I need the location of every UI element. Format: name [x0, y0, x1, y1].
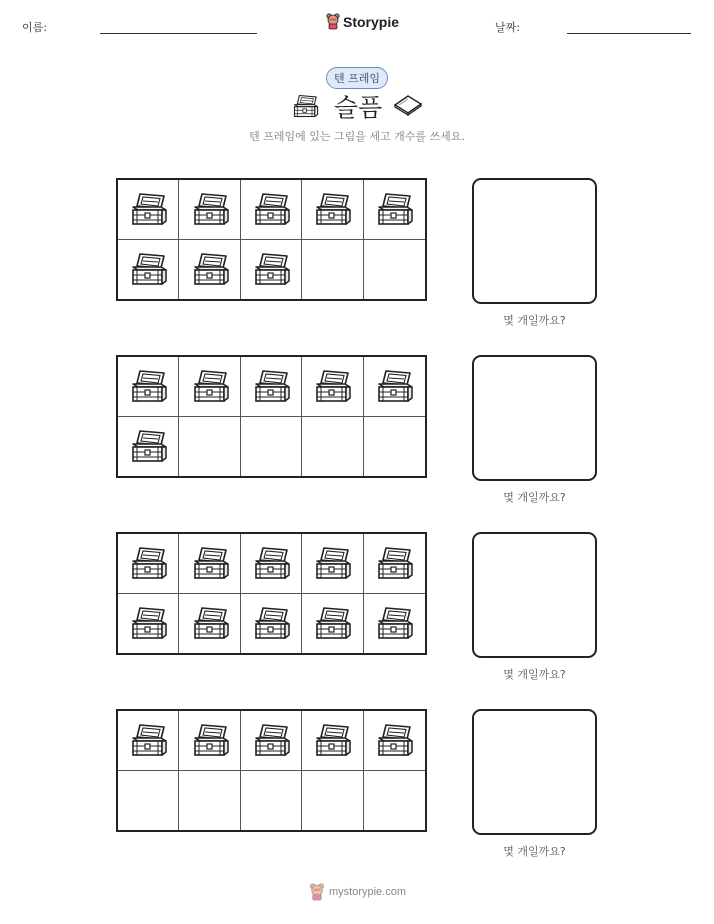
ten-frame-cell-empty — [118, 771, 179, 831]
treasure-chest-icon — [128, 722, 168, 758]
footer — [309, 883, 406, 901]
ten-frame-cell-filled — [302, 594, 363, 654]
treasure-chest-icon — [374, 191, 414, 227]
treasure-chest-icon — [251, 545, 291, 581]
brand-name: Storypie — [343, 13, 400, 30]
treasure-chest-icon — [312, 545, 352, 581]
ten-frame-cell-filled — [364, 180, 425, 240]
answer-box-3[interactable] — [472, 532, 597, 658]
ten-frame-cell-filled — [302, 711, 363, 771]
ten-frame-cell-filled — [179, 240, 240, 300]
treasure-chest-icon — [251, 368, 291, 404]
ten-frame-3 — [116, 532, 427, 655]
ten-frame-cell-filled — [364, 594, 425, 654]
treasure-chest-icon — [312, 605, 352, 641]
ten-frame-cell-filled — [241, 240, 302, 300]
ten-frame-cell-filled — [179, 180, 240, 240]
ten-frame-cell-filled — [241, 711, 302, 771]
treasure-chest-icon — [190, 368, 230, 404]
answer-box-1[interactable] — [472, 178, 597, 304]
book-icon — [393, 94, 423, 116]
answer-box-4[interactable] — [472, 709, 597, 835]
ten-frame-cell-empty — [364, 240, 425, 300]
bear-mascot-icon — [309, 883, 325, 901]
ten-frame-cell-filled — [302, 180, 363, 240]
treasure-chest-icon — [312, 368, 352, 404]
ten-frame-2 — [116, 355, 427, 478]
ten-frame-cell-filled — [179, 711, 240, 771]
ten-frame-cell-filled — [241, 534, 302, 594]
ten-frame-cell-filled — [302, 534, 363, 594]
treasure-chest-icon — [374, 722, 414, 758]
ten-frame-cell-empty — [364, 417, 425, 477]
question-text-2: 몇 개일까요? — [503, 491, 566, 504]
ten-frame-cell-filled — [179, 534, 240, 594]
treasure-chest-icon — [128, 191, 168, 227]
ten-frame-cell-empty — [179, 771, 240, 831]
footer-url[interactable]: mystorypie.com — [329, 886, 407, 898]
ten-frame-cell-filled — [179, 594, 240, 654]
instruction-text: 텐 프레임에 있는 그림을 세고 개수를 쓰세요. — [249, 130, 465, 143]
treasure-chest-icon — [190, 722, 230, 758]
ten-frame-cell-filled — [241, 180, 302, 240]
treasure-chest-icon — [190, 251, 230, 287]
name-label: 이름: — [22, 21, 47, 34]
ten-frame-1 — [116, 178, 427, 301]
ten-frame-cell-empty — [302, 417, 363, 477]
treasure-chest-icon — [251, 605, 291, 641]
ten-frame-cell-filled — [118, 711, 179, 771]
ten-frame-grid — [116, 178, 427, 301]
treasure-chest-icon — [291, 93, 319, 119]
ten-frame-cell-filled — [302, 357, 363, 417]
treasure-chest-icon — [251, 251, 291, 287]
ten-frame-cell-empty — [302, 240, 363, 300]
treasure-chest-icon — [128, 545, 168, 581]
ten-frame-cell-filled — [241, 357, 302, 417]
topic-badge: 텐 프레임 — [326, 67, 388, 89]
question-text-4: 몇 개일까요? — [503, 845, 566, 858]
ten-frame-cell-filled — [118, 534, 179, 594]
ten-frame-grid — [116, 532, 427, 655]
brand-logo — [326, 13, 399, 30]
treasure-chest-icon — [251, 191, 291, 227]
ten-frame-4 — [116, 709, 427, 832]
date-label: 날짜: — [495, 21, 520, 34]
treasure-chest-icon — [374, 605, 414, 641]
ten-frame-cell-filled — [364, 534, 425, 594]
answer-box-2[interactable] — [472, 355, 597, 481]
ten-frame-cell-empty — [241, 771, 302, 831]
ten-frame-cell-empty — [241, 417, 302, 477]
treasure-chest-icon — [312, 191, 352, 227]
date-line[interactable] — [567, 33, 691, 34]
treasure-chest-icon — [312, 722, 352, 758]
name-line[interactable] — [100, 33, 257, 34]
ten-frame-cell-filled — [118, 240, 179, 300]
ten-frame-grid — [116, 709, 427, 832]
ten-frame-cell-filled — [364, 711, 425, 771]
ten-frame-cell-filled — [118, 594, 179, 654]
treasure-chest-icon — [128, 251, 168, 287]
treasure-chest-icon — [190, 191, 230, 227]
treasure-chest-icon — [128, 368, 168, 404]
treasure-chest-icon — [251, 722, 291, 758]
treasure-chest-icon — [190, 605, 230, 641]
ten-frame-cell-filled — [364, 357, 425, 417]
treasure-chest-icon — [190, 545, 230, 581]
page-title: 슬픔 — [333, 93, 383, 122]
ten-frame-cell-filled — [179, 357, 240, 417]
ten-frame-cell-empty — [302, 771, 363, 831]
treasure-chest-icon — [128, 428, 168, 464]
question-text-1: 몇 개일까요? — [503, 314, 566, 327]
bear-mascot-icon — [326, 13, 340, 30]
treasure-chest-icon — [374, 545, 414, 581]
question-text-3: 몇 개일까요? — [503, 668, 566, 681]
ten-frame-cell-empty — [179, 417, 240, 477]
treasure-chest-icon — [128, 605, 168, 641]
ten-frame-cell-empty — [364, 771, 425, 831]
ten-frame-cell-filled — [118, 180, 179, 240]
ten-frame-cell-filled — [118, 357, 179, 417]
ten-frame-grid — [116, 355, 427, 478]
treasure-chest-icon — [374, 368, 414, 404]
ten-frame-cell-filled — [118, 417, 179, 477]
ten-frame-cell-filled — [241, 594, 302, 654]
